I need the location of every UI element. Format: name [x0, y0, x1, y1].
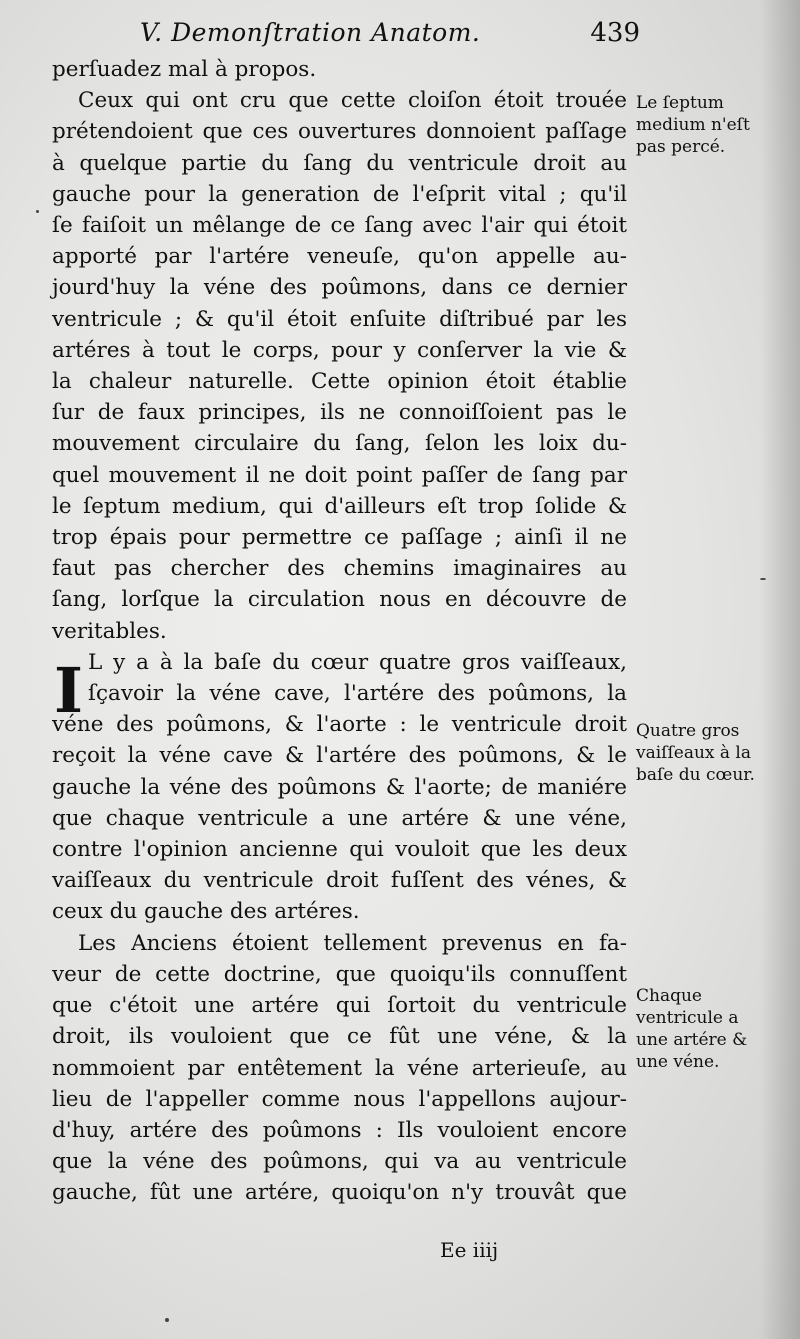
page-header [140, 18, 640, 52]
text-line: ſçavoir la véne cave, l'artére des poûmons, la [88, 681, 627, 707]
text-line: veur de cette doctrine, que quoiqu'ils connuſſent [52, 961, 627, 987]
ink-speck [760, 578, 766, 580]
text-line: lieu de l'appeller comme nous l'appellons aujour- [52, 1086, 627, 1112]
text-line: droit, ils vouloient que ce fût une véne, & la [52, 1024, 627, 1050]
text-line: prétendoient que ces ouvertures donnoient paſſage [52, 119, 627, 145]
text-line: d'huy, artére des poûmons : Ils vouloient encore [52, 1117, 627, 1143]
text-line: que chaque ventricule a une artére & une véne, [52, 805, 627, 831]
text-line: artéres à tout le corps, pour y conſerver la vie & [52, 337, 627, 363]
ink-speck [165, 1318, 169, 1322]
text-line: L y a à la baſe du cœur quatre gros vaiſſeaux, [88, 649, 627, 675]
page-number: 439 [590, 18, 640, 48]
text-line: la chaleur naturelle. Cette opinion étoit établie [52, 369, 627, 395]
text-line: Ceux qui ont cru que cette cloiſon étoit trouée [78, 88, 627, 114]
text-line: ſe faiſoit un mêlange de ce ſang avec l'air qui étoit [52, 213, 627, 239]
text-line: que c'étoit une artére qui ſortoit du ventricule [52, 993, 627, 1019]
page-edge-shadow [760, 0, 800, 1339]
margin-note-ventricle: Chaque ventricule a une artére & une véne. [636, 986, 748, 1072]
text-line: ſur de faux principes, ils ne connoiſſoient pas le [52, 400, 627, 426]
text-line: que la véne des poûmons, qui va au ventricule [52, 1149, 627, 1175]
signature-mark: Ee iiij [440, 1238, 499, 1262]
text-line: quel mouvement il ne doit point paſſer de ſang par [52, 462, 627, 488]
text-line: nommoient par entêtement la véne arterieuſe, au [52, 1055, 627, 1081]
text-line: jourd'huy la véne des poûmons, dans ce dernier [52, 275, 627, 301]
text-line: le ſeptum medium, qui d'ailleurs eſt trop ſolide & [52, 493, 627, 519]
text-line: véne des poûmons, & l'aorte : le ventricule droit [52, 712, 627, 738]
text-line: trop épais pour permettre ce paſſage ; ainſi il ne [52, 525, 627, 551]
text-line: Les Anciens étoient tellement prevenus en fa- [78, 930, 627, 956]
body-text [52, 54, 627, 1209]
text-line: gauche pour la generation de l'eſprit vital ; qu'il [52, 181, 627, 207]
text-line: ceux du gauche des artéres. [52, 899, 360, 925]
ink-speck [36, 210, 39, 213]
text-line: mouvement circulaire du ſang, ſelon les loix du- [52, 431, 627, 457]
running-title: V. Demonſtration Anatom. [140, 18, 481, 47]
text-line: apporté par l'artére veneuſe, qu'on appelle au- [52, 244, 627, 270]
text-line: à quelque partie du ſang du ventricule droit au [52, 150, 627, 176]
drop-cap: I [54, 654, 84, 727]
text-line: ventricule ; & qu'il étoit enſuite diſtribué par les [52, 306, 627, 332]
margin-note-vessels: Quatre gros vaiſſeaux à la baſe du cœur. [636, 721, 755, 785]
text-line: ſang, lorſque la circulation nous en découvre de [52, 587, 627, 613]
text-line: vaiſſeaux du ventricule droit fuſſent des vénes, & [52, 868, 627, 894]
text-line: perſuadez mal à propos. [52, 57, 317, 82]
text-line: gauche la véne des poûmons & l'aorte; de maniére [52, 774, 627, 800]
text-line: veritables. [52, 618, 167, 644]
text-line: gauche, fût une artére, quoiqu'on n'y trouvât que [52, 1180, 627, 1206]
text-line: reçoit la véne cave & l'artére des poûmons, & le [52, 743, 627, 769]
text-line: faut pas chercher des chemins imaginaires au [52, 556, 627, 582]
margin-note-septum: Le ſeptum medium n'eſt pas percé. [636, 93, 750, 157]
text-line: contre l'opinion ancienne qui vouloit que les deux [52, 837, 627, 863]
